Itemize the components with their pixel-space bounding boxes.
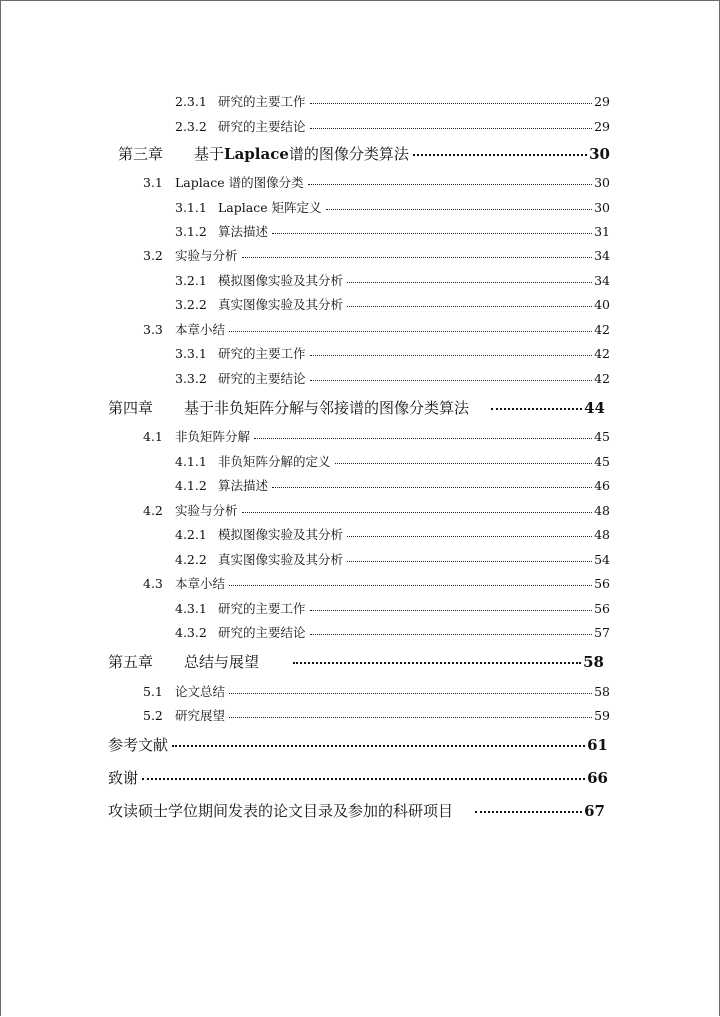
section-title: Laplace 谱的图像分类 xyxy=(175,174,304,190)
section-number: 4.2 xyxy=(143,502,163,518)
toc-entry-2-3-2[interactable] xyxy=(175,118,610,133)
section-title: 实验与分析 xyxy=(175,502,238,518)
toc-publications[interactable] xyxy=(108,801,605,819)
publications-title: 攻读硕士学位期间发表的论文目录及参加的科研项目 xyxy=(108,802,454,820)
toc-entry-3-1-2[interactable] xyxy=(175,223,610,238)
dot-leader xyxy=(347,296,592,309)
section-number: 4.1 xyxy=(143,428,163,444)
page-number: 57 xyxy=(594,624,610,640)
page-number: 30 xyxy=(589,145,610,163)
section-title: 真实图像实验及其分析 xyxy=(218,296,344,312)
chapter-number: 第五章 xyxy=(108,653,154,671)
section-number: 3.1 xyxy=(143,174,163,190)
section-number: 2.3.1 xyxy=(175,93,207,109)
toc-references[interactable] xyxy=(108,735,608,753)
dot-leader xyxy=(310,370,593,383)
page-number: 61 xyxy=(587,736,608,754)
page-number: 30 xyxy=(594,174,610,190)
page-number: 44 xyxy=(584,399,605,417)
section-title: Laplace 矩阵定义 xyxy=(218,199,322,215)
section-number: 4.1.2 xyxy=(175,477,207,493)
dot-leader xyxy=(229,707,592,720)
section-title: 研究展望 xyxy=(175,707,226,723)
chapter-title xyxy=(194,147,409,162)
toc-entry-4-2-2[interactable] xyxy=(175,551,610,566)
toc-entry-5-1[interactable] xyxy=(143,683,610,698)
page-number: 45 xyxy=(594,428,610,444)
dot-leader xyxy=(310,118,593,131)
section-title: 算法描述 xyxy=(218,477,269,493)
toc-entry-4-3[interactable] xyxy=(143,575,610,590)
toc-entry-3-3-1[interactable] xyxy=(175,345,610,360)
page-number: 42 xyxy=(594,321,610,337)
toc-entry-3-3[interactable] xyxy=(143,321,610,336)
chapter-title: 总结与展望 xyxy=(184,653,260,671)
section-title: 真实图像实验及其分析 xyxy=(218,551,344,567)
dot-leader xyxy=(491,398,582,413)
dot-leader xyxy=(335,453,593,466)
section-title: 研究的主要工作 xyxy=(218,93,306,109)
section-number: 3.1.1 xyxy=(175,199,207,215)
page-number: 67 xyxy=(584,802,605,820)
toc-entry-5-2[interactable] xyxy=(143,707,610,722)
dot-leader xyxy=(475,801,582,816)
page-number: 56 xyxy=(594,575,610,591)
toc-chapter-5[interactable] xyxy=(108,652,604,670)
section-title: 算法描述 xyxy=(218,223,269,239)
dot-leader xyxy=(229,575,592,588)
page-number: 29 xyxy=(594,118,610,134)
section-title: 研究的主要工作 xyxy=(218,345,306,361)
section-title: 研究的主要结论 xyxy=(218,118,306,134)
page-number: 29 xyxy=(594,93,610,109)
section-title: 本章小结 xyxy=(175,321,226,337)
chapter-title-post: 谱的图像分类算法 xyxy=(288,145,409,163)
page-number: 40 xyxy=(594,296,610,312)
toc-entry-4-2[interactable] xyxy=(143,502,610,517)
page-number: 31 xyxy=(594,223,610,239)
toc-entry-3-3-2[interactable] xyxy=(175,370,610,385)
chapter-number: 第四章 xyxy=(108,399,154,417)
section-title: 本章小结 xyxy=(175,575,226,591)
page-number: 59 xyxy=(594,707,610,723)
section-number: 4.3.1 xyxy=(175,600,207,616)
page-number: 56 xyxy=(594,600,610,616)
toc-entry-4-2-1[interactable] xyxy=(175,526,610,541)
toc-chapter-3[interactable] xyxy=(118,144,610,162)
page-number: 34 xyxy=(594,272,610,288)
dot-leader xyxy=(347,272,592,285)
page-number: 58 xyxy=(594,683,610,699)
section-title: 模拟图像实验及其分析 xyxy=(218,526,344,542)
toc-acknowledgements[interactable] xyxy=(108,768,608,786)
dot-leader xyxy=(254,428,592,441)
section-number: 3.3.1 xyxy=(175,345,207,361)
section-number: 3.2.2 xyxy=(175,296,207,312)
page-number: 34 xyxy=(594,247,610,263)
dot-leader xyxy=(326,199,593,212)
section-title: 论文总结 xyxy=(175,683,226,699)
chapter-number: 第三章 xyxy=(118,145,164,163)
dot-leader xyxy=(242,247,593,260)
page-number: 46 xyxy=(594,477,610,493)
section-title: 研究的主要工作 xyxy=(218,600,306,616)
references-title: 参考文献 xyxy=(108,736,169,754)
section-number: 3.2.1 xyxy=(175,272,207,288)
section-number: 4.2.2 xyxy=(175,551,207,567)
dot-leader xyxy=(310,600,593,613)
toc-entry-4-1-1[interactable] xyxy=(175,453,610,468)
page-number: 48 xyxy=(594,526,610,542)
toc-entry-3-1-1[interactable] xyxy=(175,199,610,214)
section-title: 非负矩阵分解的定义 xyxy=(218,453,331,469)
chapter-title-latin: Laplace xyxy=(224,145,289,163)
page-number: 30 xyxy=(594,199,610,215)
chapter-title-pre: 基于 xyxy=(194,145,225,163)
section-number: 5.2 xyxy=(143,707,163,723)
dot-leader xyxy=(308,174,593,187)
section-number: 4.2.1 xyxy=(175,526,207,542)
dot-leader xyxy=(229,321,592,334)
section-number: 3.2 xyxy=(143,247,163,263)
section-number: 3.1.2 xyxy=(175,223,207,239)
page-number: 58 xyxy=(583,653,604,671)
dot-leader xyxy=(229,683,592,696)
section-title: 非负矩阵分解 xyxy=(175,428,251,444)
toc-entry-2-3-1[interactable] xyxy=(175,93,610,108)
section-title: 模拟图像实验及其分析 xyxy=(218,272,344,288)
dot-leader xyxy=(310,624,593,637)
toc-entry-4-1[interactable] xyxy=(143,428,610,443)
chapter-title: 基于非负矩阵分解与邻接谱的图像分类算法 xyxy=(184,399,470,417)
section-number: 4.1.1 xyxy=(175,453,207,469)
section-number: 4.3 xyxy=(143,575,163,591)
toc-entry-4-3-1[interactable] xyxy=(175,600,610,615)
dot-leader xyxy=(310,345,593,358)
page-number: 66 xyxy=(587,769,608,787)
section-number: 5.1 xyxy=(143,683,163,699)
section-title: 研究的主要结论 xyxy=(218,370,306,386)
dot-leader xyxy=(413,144,587,159)
section-number: 3.3.2 xyxy=(175,370,207,386)
dot-leader xyxy=(142,768,585,783)
dot-leader xyxy=(310,93,593,106)
toc-entry-3-2-1[interactable] xyxy=(175,272,610,287)
section-title: 实验与分析 xyxy=(175,247,238,263)
dot-leader xyxy=(242,502,593,515)
dot-leader xyxy=(347,526,592,539)
dot-leader xyxy=(272,223,592,236)
section-number: 3.3 xyxy=(143,321,163,337)
toc-entry-3-2[interactable] xyxy=(143,247,610,262)
dot-leader xyxy=(347,551,592,564)
toc-entry-3-2-2[interactable] xyxy=(175,296,610,311)
toc-entry-4-1-2[interactable] xyxy=(175,477,610,492)
section-number: 2.3.2 xyxy=(175,118,207,134)
page-number: 42 xyxy=(594,370,610,386)
page-number: 54 xyxy=(594,551,610,567)
section-title: 研究的主要结论 xyxy=(218,624,306,640)
dot-leader xyxy=(272,477,592,490)
acknowledgements-title: 致谢 xyxy=(108,769,139,787)
page-number: 45 xyxy=(594,453,610,469)
dot-leader xyxy=(293,652,581,667)
page-number: 48 xyxy=(594,502,610,518)
toc-entry-4-3-2[interactable] xyxy=(175,624,610,639)
page-number: 42 xyxy=(594,345,610,361)
toc-chapter-4[interactable] xyxy=(108,398,605,416)
section-number: 4.3.2 xyxy=(175,624,207,640)
dot-leader xyxy=(172,735,585,750)
toc-entry-3-1[interactable] xyxy=(143,174,610,189)
